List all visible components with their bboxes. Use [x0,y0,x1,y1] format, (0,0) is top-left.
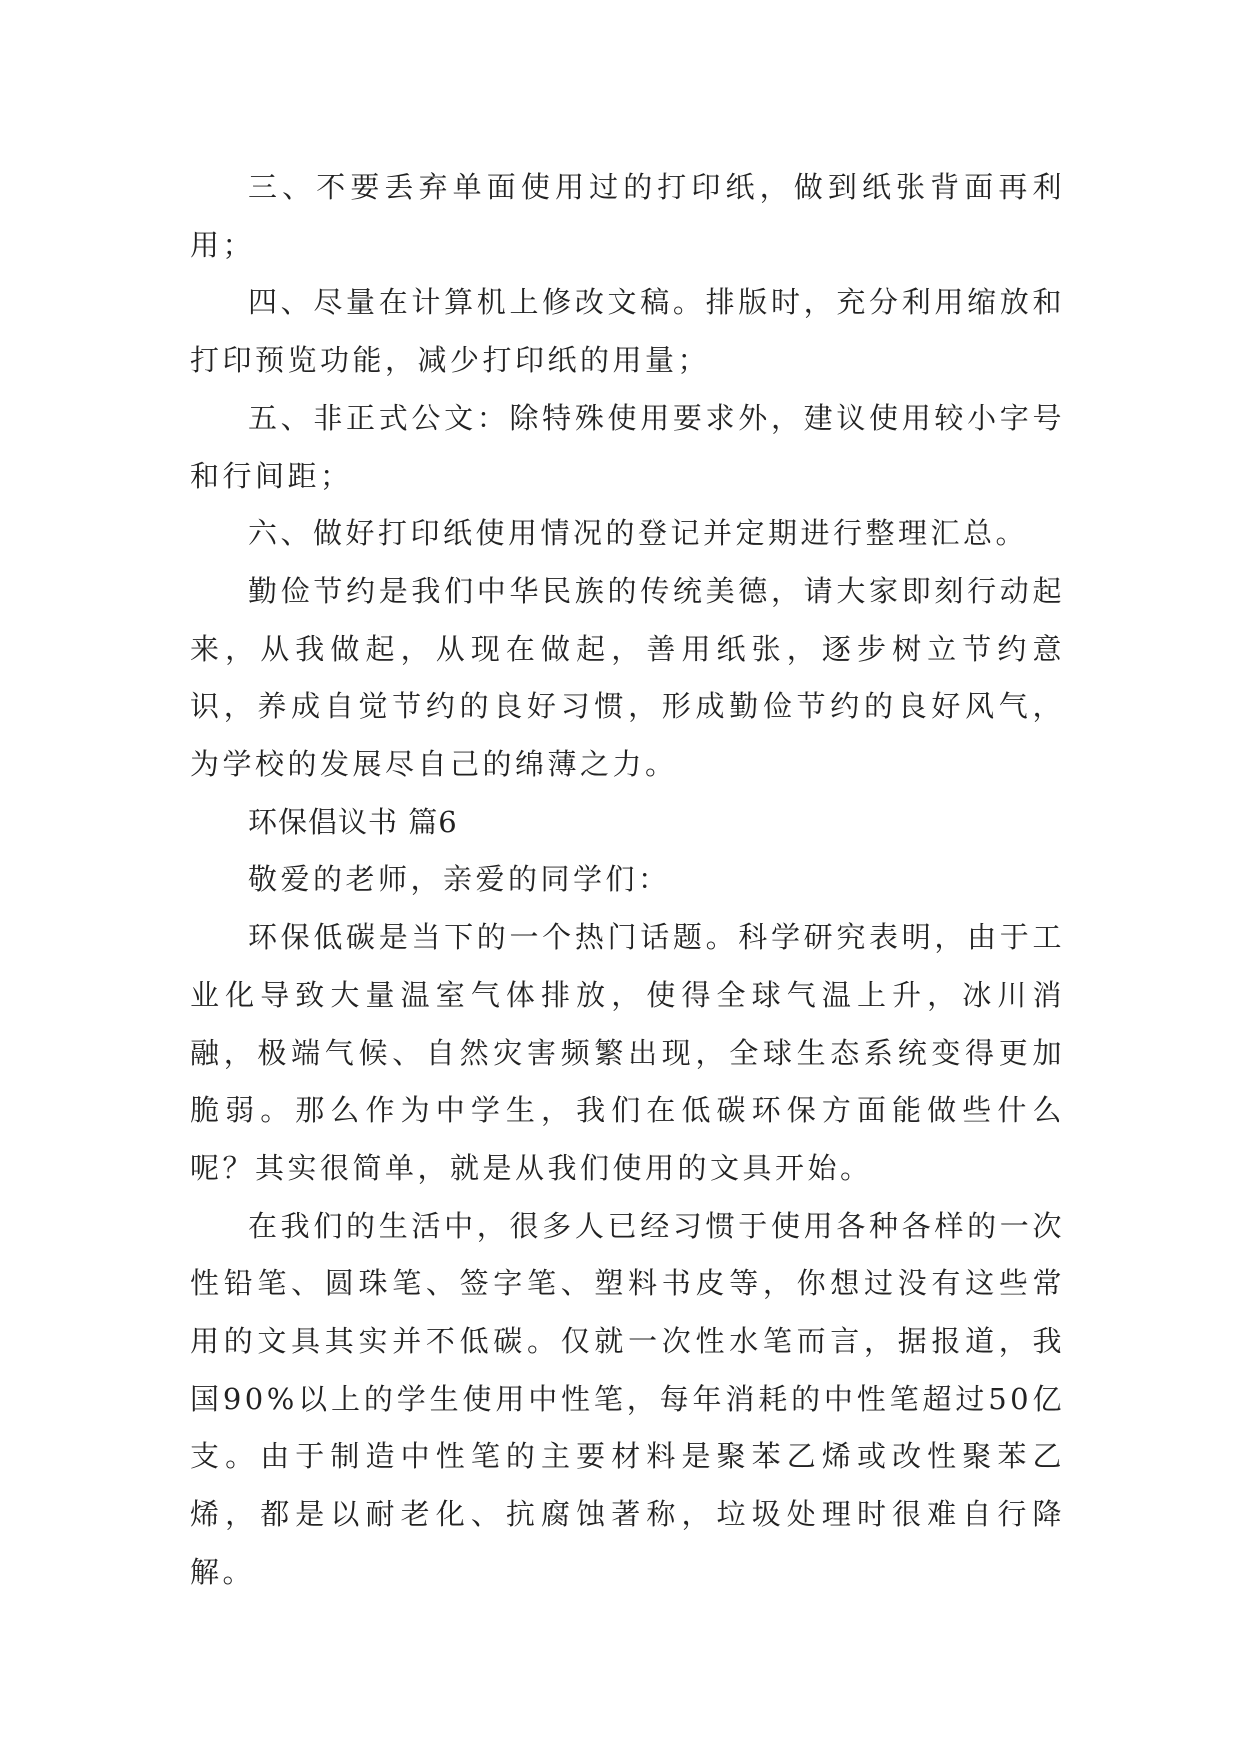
paragraph-body: 在我们的生活中，很多人已经习惯于使用各种各样的一次性铅笔、圆珠笔、签字笔、塑料书皮等，你想过没有这些常用的文具其实并不低碳。仅就一次性水笔而言，据报道，我国90%以上的学生使用中性笔，每年消耗的中性笔超过50亿支。由于制造中性笔的主要材料是聚苯乙烯或改性聚苯乙烯，都是以耐老化、抗腐蚀著称，垃圾处理时很难自行降解。 [190,1208,1065,1589]
section-heading: 环保倡议书 篇6 [248,804,458,839]
salutation: 敬爱的老师，亲爱的同学们： [248,862,671,897]
paragraph-closing: 勤俭节约是我们中华民族的传统美德，请大家即刻行动起来，从我做起，从现在做起，善用纸张，逐步树立节约意识，养成自觉节约的良好习惯，形成勤俭节约的良好风气，为学校的发展尽自己的绵薄之力。 [190,573,1065,782]
paragraph-item-5: 五、非正式公文：除特殊使用要求外，建议使用较小字号和行间距； [190,400,1065,493]
document-body [190,159,1065,1602]
paragraph-item-6: 六、做好打印纸使用情况的登记并定期进行整理汇总。 [248,516,1029,551]
paragraph-item-3: 三、不要丢弃单面使用过的打印纸，做到纸张背面再利用； [190,170,1065,262]
paragraph-intro: 环保低碳是当下的一个热门话题。科学研究表明，由于工业化导致大量温室气体排放，使得全球气温上升，冰川消融，极端气候、自然灾害频繁出现，全球生态系统变得更加脆弱。那么作为中学生，我们在低碳环保方面能做些什么呢？其实很简单，就是从我们使用的文具开始。 [190,920,1065,1185]
paragraph-item-4: 四、尽量在计算机上修改文稿。排版时，充分利用缩放和打印预览功能，减少打印纸的用量； [190,285,1065,378]
